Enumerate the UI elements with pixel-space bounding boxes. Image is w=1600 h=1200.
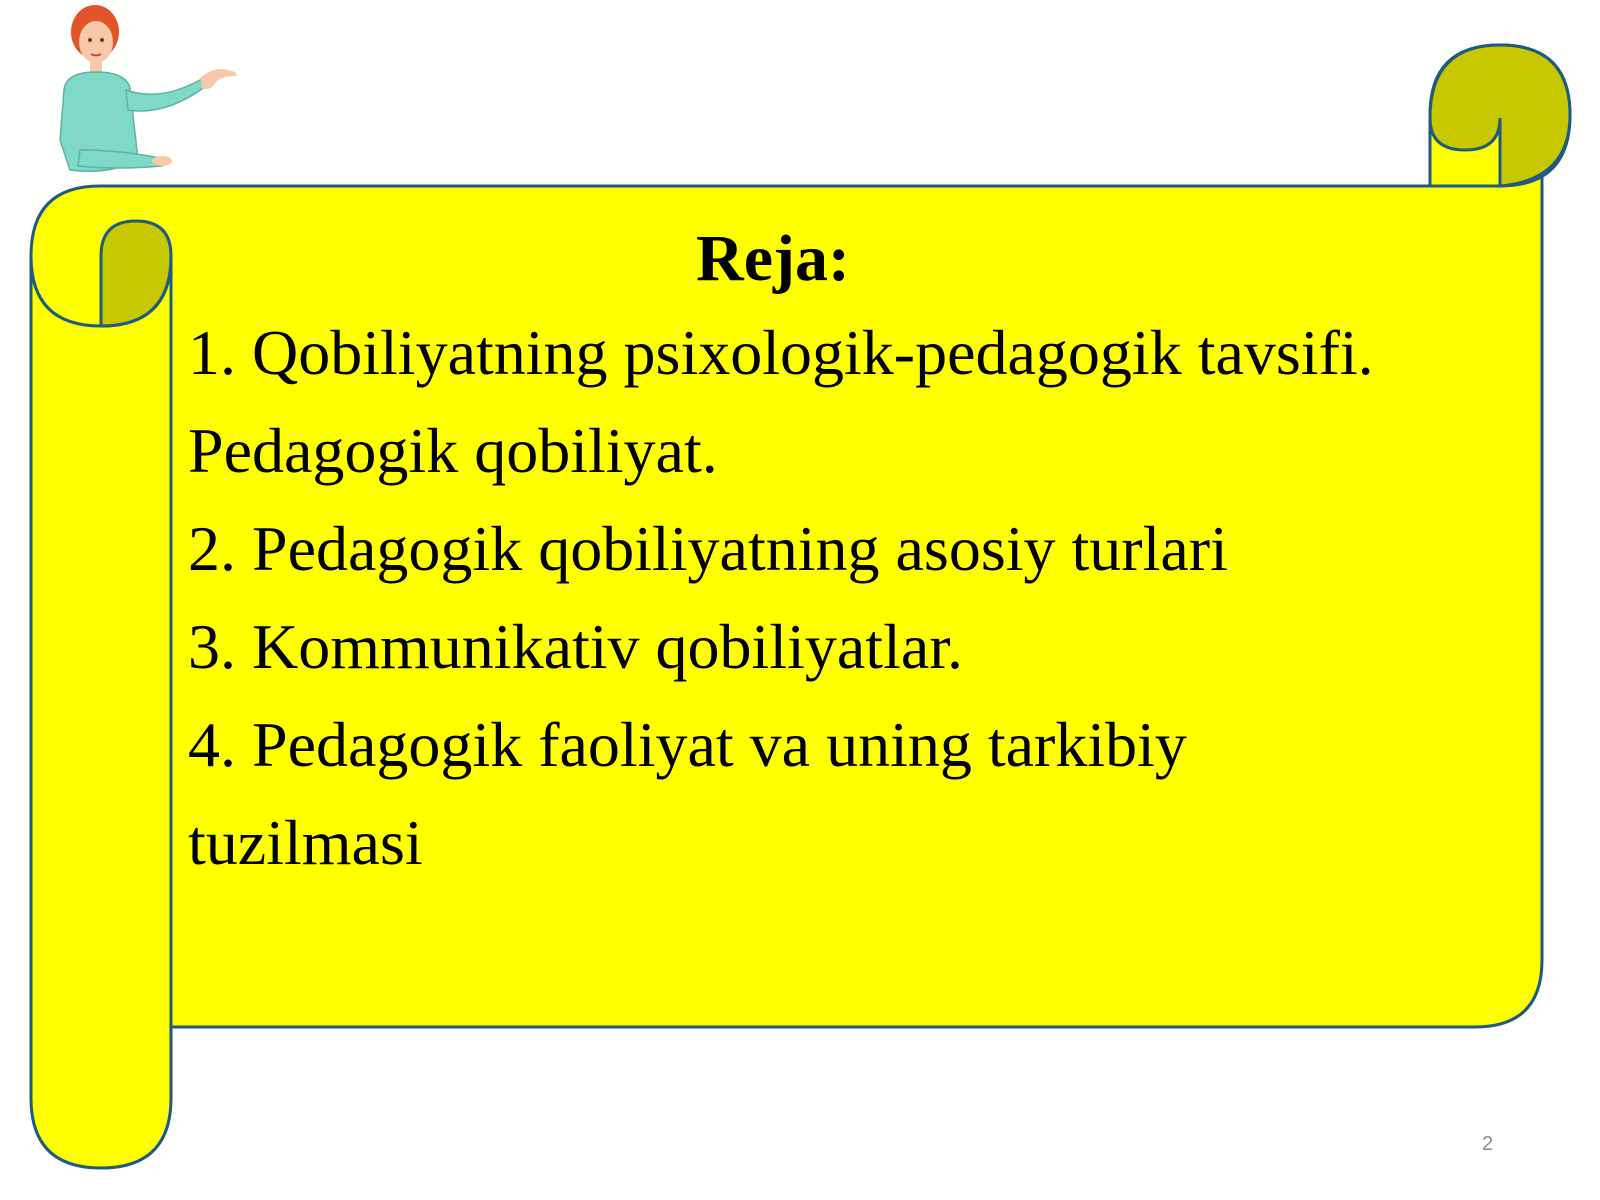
slide-title [188,214,1548,304]
slide-number: 2 [1482,1133,1494,1155]
title-word: Reja [696,222,828,295]
plan-item-1: 1. Qobiliyatning psixologik-pedagogik tavsifi. Pedagogik qobiliyat. [188,317,1374,486]
plan-item-3: 3. Kommunikativ qobiliyatlar. [188,611,964,682]
title-colon: : [827,222,850,295]
plan-item-4: 4. Pedagogik faoliyat va uning tarkibiy tuzilmasi [188,709,1187,878]
plan-item-2: 2. Pedagogik qobiliyatning asosiy turlari [188,513,1228,584]
plan-list [188,304,1548,892]
woman-presenter-icon [50,0,250,178]
slide-content [188,214,1548,892]
